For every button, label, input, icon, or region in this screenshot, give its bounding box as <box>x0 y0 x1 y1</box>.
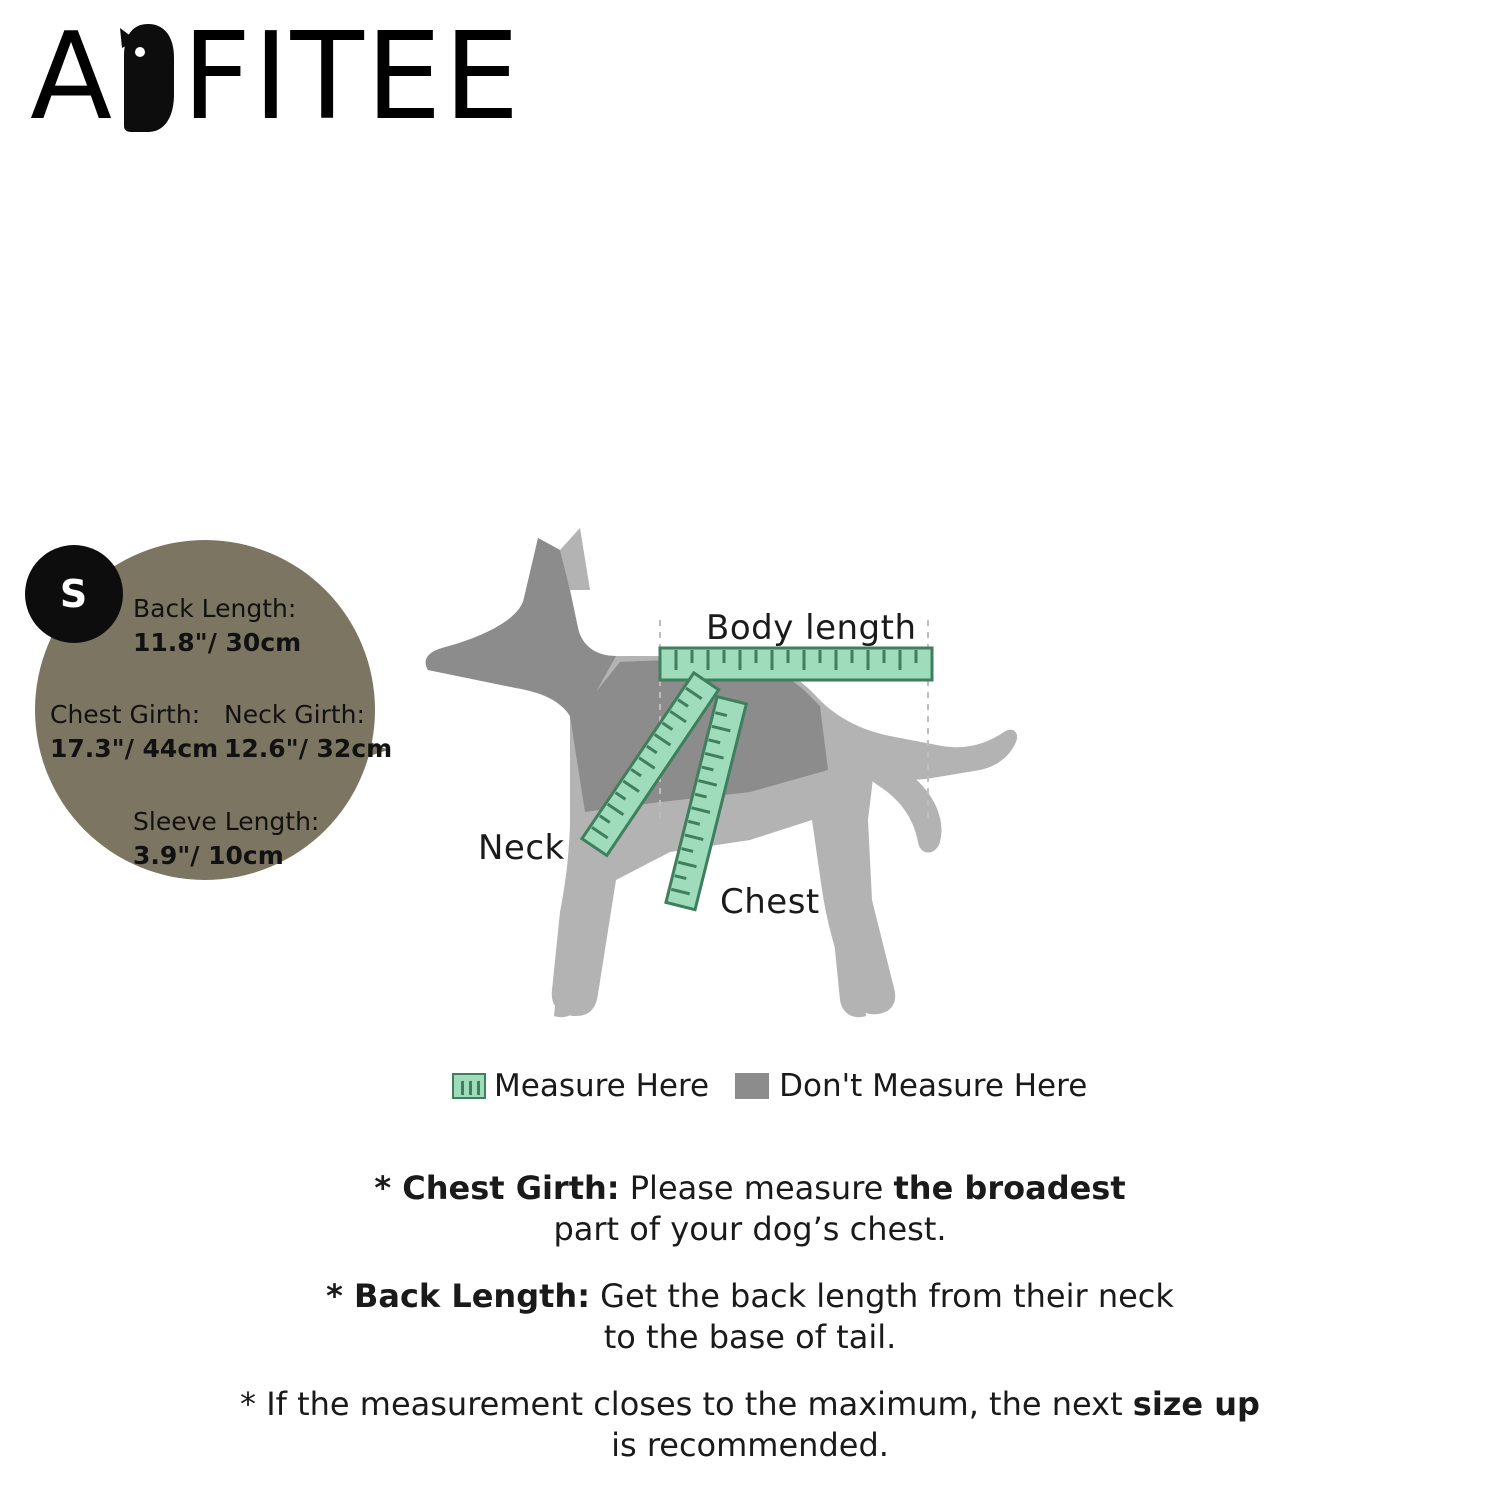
neck-girth-label: Neck Girth: <box>224 700 365 729</box>
note-size-up-strong: size up <box>1132 1384 1260 1423</box>
legend-measure-here-label: Measure Here <box>494 1068 710 1104</box>
legend-dont-measure-here-label: Don't Measure Here <box>779 1068 1088 1104</box>
note-back-length-text-b: to the base of tail. <box>603 1317 897 1356</box>
note-size-up-text-b: is recommended. <box>611 1425 889 1464</box>
note-size-up <box>0 1384 1500 1466</box>
note-chest-girth-strong: the broadest <box>893 1169 1126 1207</box>
note-back-length <box>0 1276 1500 1358</box>
sleeve-length-row <box>133 805 319 873</box>
legend-dont-measure-here <box>735 1068 1087 1104</box>
brand-logo <box>30 8 521 148</box>
gray-swatch-icon <box>735 1073 769 1099</box>
note-back-length-text-a: Get the back length from their neck <box>589 1276 1174 1315</box>
neck-label: Neck <box>478 828 565 868</box>
chest-girth-value: 17.3"/ 44cm <box>50 733 219 763</box>
back-length-row <box>133 592 301 660</box>
legend <box>452 1068 1087 1104</box>
note-chest-girth-text-b: part of your dog’s chest. <box>553 1209 947 1248</box>
sleeve-length-label: Sleeve Length: <box>133 807 320 836</box>
back-length-label: Back Length: <box>133 594 297 623</box>
note-size-up-text-a: * If the measurement closes to the maximum, the next <box>240 1384 1133 1423</box>
note-chest-girth-title: * Chest Girth: <box>374 1169 620 1207</box>
sleeve-length-value: 3.9"/ 10cm <box>133 840 284 870</box>
brand-name-part-2: FITEE <box>182 8 522 147</box>
dog-measurement-diagram <box>420 520 1120 1100</box>
chest-label: Chest <box>720 882 820 922</box>
note-back-length-title: * Back Length: <box>326 1276 590 1315</box>
chest-girth-row <box>50 698 218 766</box>
note-chest-girth <box>0 1168 1500 1250</box>
measurement-notes <box>0 1168 1500 1492</box>
note-chest-girth-text-a: Please measure <box>619 1169 894 1207</box>
dog-head-icon <box>118 22 180 134</box>
body-length-tape <box>660 648 932 680</box>
neck-girth-row <box>224 698 392 766</box>
back-length-value: 11.8"/ 30cm <box>133 627 302 657</box>
chest-girth-label: Chest Girth: <box>50 700 201 729</box>
body-length-label: Body length <box>706 608 917 648</box>
brand-name-part-1: A <box>30 8 115 147</box>
tape-measure-icon <box>452 1073 486 1099</box>
size-badge: S <box>25 545 123 643</box>
neck-girth-value: 12.6"/ 32cm <box>224 733 393 763</box>
legend-measure-here <box>452 1068 709 1104</box>
